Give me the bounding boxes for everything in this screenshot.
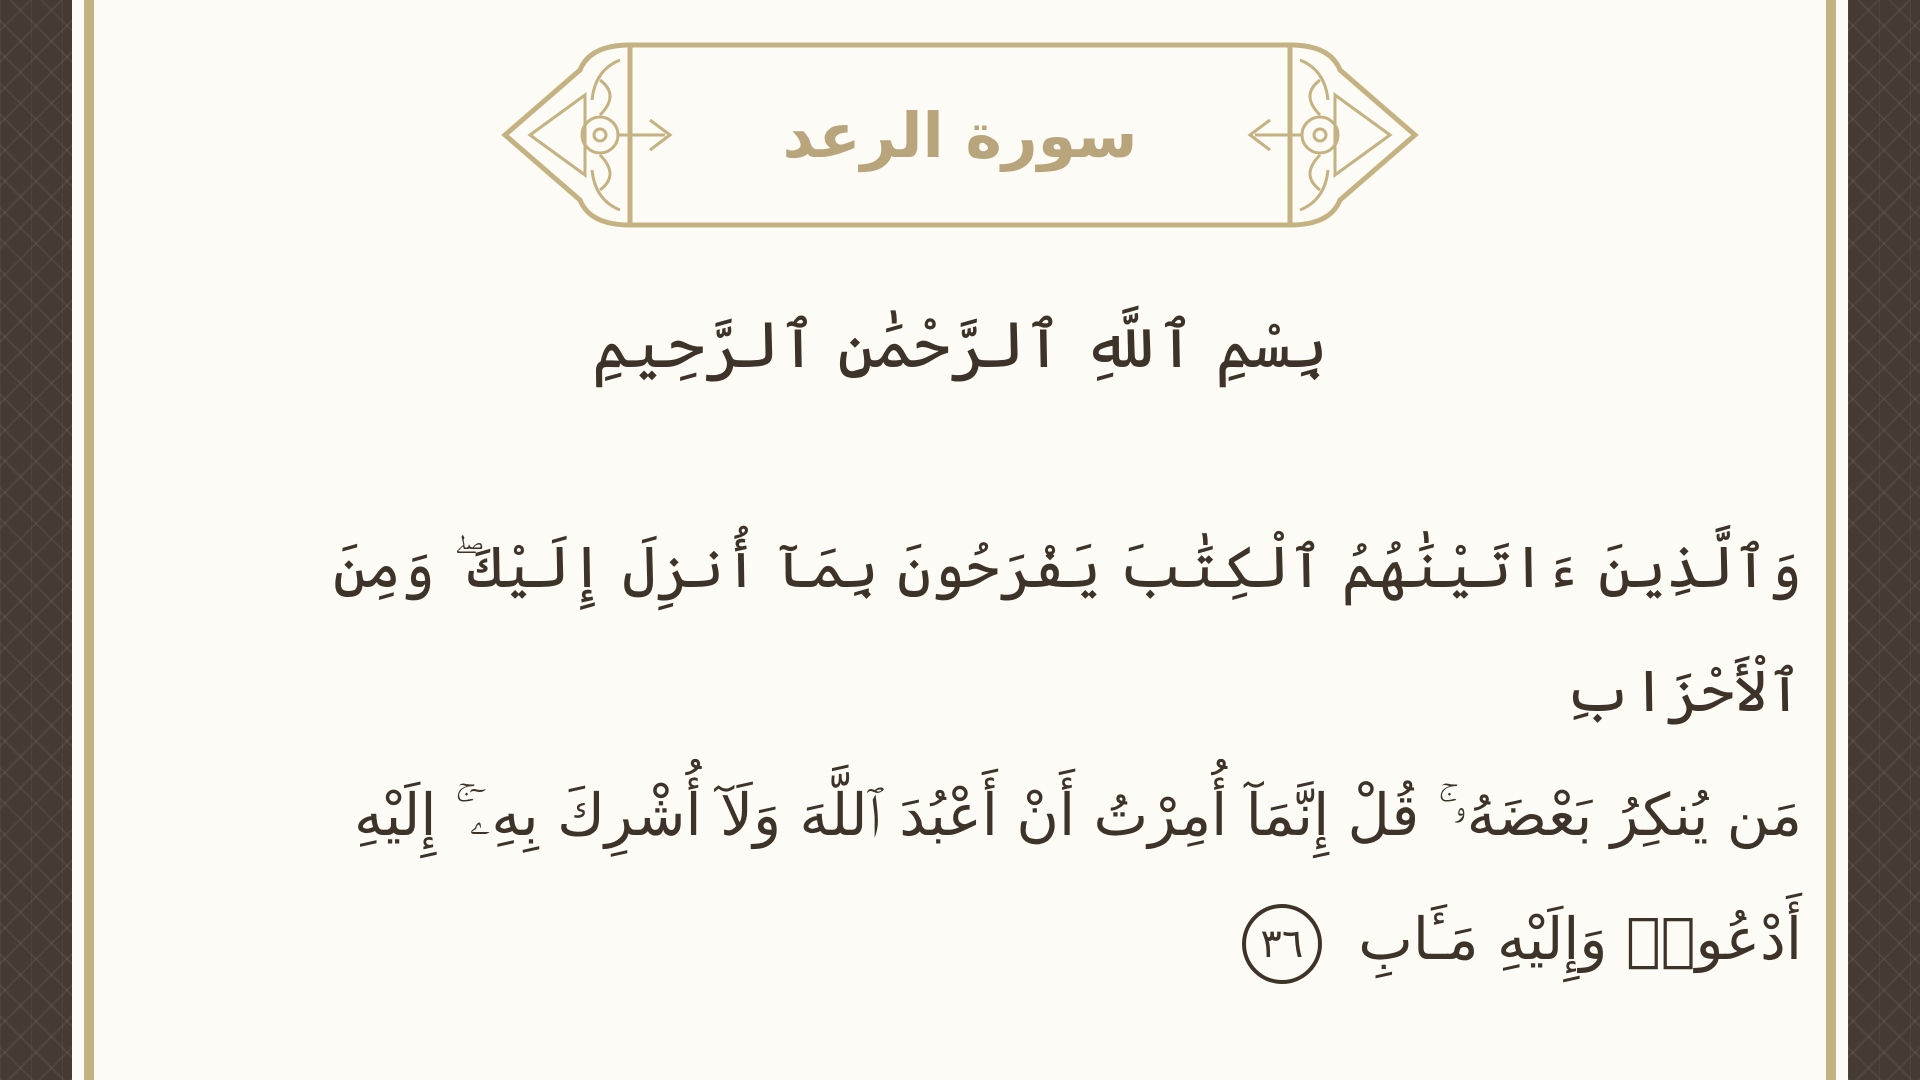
- basmala: بِسْمِ ٱللَّهِ ٱلرَّحْمَٰنِ ٱلرَّحِيمِ: [591, 308, 1329, 383]
- right-ornamental-border: [1848, 0, 1920, 1080]
- verse-line-3-text: أَدْعُوا۟ وَإِلَيْهِ مَـَٔابِ: [1358, 905, 1802, 973]
- verse-line-3: [230, 877, 1802, 1001]
- ayah-number-marker: ٣٦: [1242, 904, 1322, 984]
- verse-line-2: مَن يُنكِرُ بَعْضَهُۥ ۚ قُلْ إِنَّمَآ أُمِرْتُ أَنْ أَعْبُدَ ٱللَّهَ وَلَآ أُشْرِكَ بِهِۦٓ ۚ إِلَيْهِ: [354, 781, 1802, 849]
- verse-text: [230, 505, 1802, 1001]
- surah-title: سورة الرعد: [782, 98, 1138, 172]
- left-ornamental-border: [0, 0, 72, 1080]
- surah-title-banner: [500, 40, 1420, 230]
- verse-line-1: وَٱلَّذِينَ ءَاتَيْنَٰهُمُ ٱلْكِتَٰبَ يَفْرَحُونَ بِمَآ أُنزِلَ إِلَيْكَ ۖ وَمِنَ ٱلْأَحْزَابِ: [333, 533, 1802, 725]
- right-gold-rule: [1826, 0, 1836, 1080]
- left-gold-rule: [84, 0, 94, 1080]
